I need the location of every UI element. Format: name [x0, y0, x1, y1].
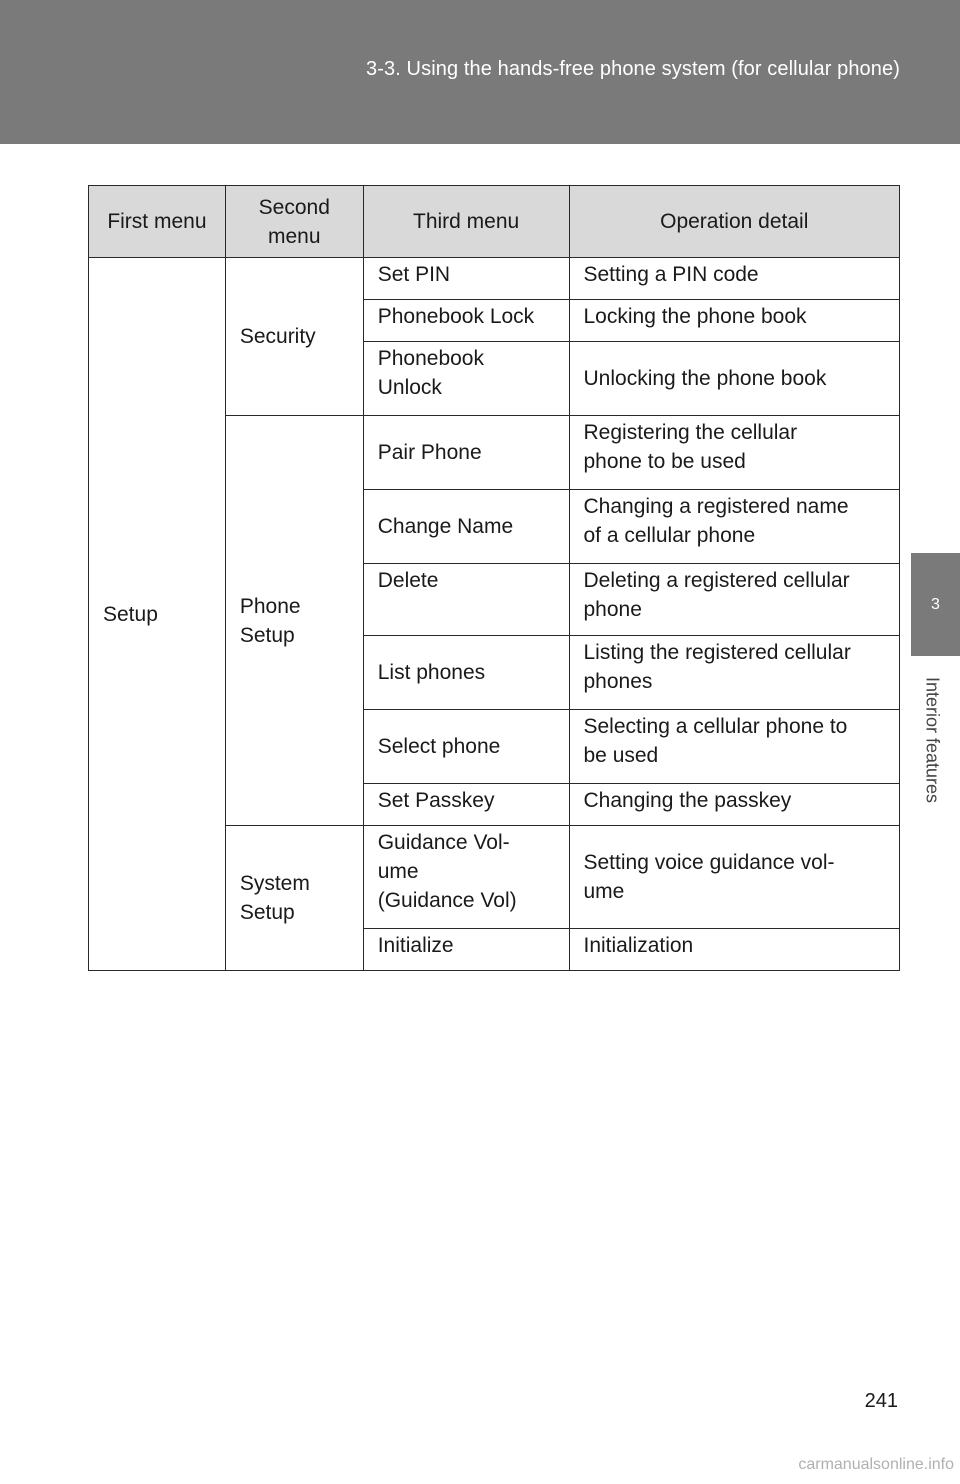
third-menu-cell: Pair Phone — [363, 416, 569, 490]
second-menu-security: Security — [225, 258, 363, 416]
operation-detail-cell: Selecting a cellular phone to be used — [569, 710, 900, 784]
header-first-menu: First menu — [89, 186, 226, 258]
operation-detail-cell: Changing the passkey — [569, 784, 900, 826]
third-menu-cell: Set PIN — [363, 258, 569, 300]
page-number: 241 — [864, 1390, 898, 1412]
section-title: 3-3. Using the hands-free phone system (for cellular phone) — [366, 58, 900, 80]
watermark: carmanualsonline.info — [798, 1456, 954, 1473]
third-menu-cell: Phonebook Unlock — [363, 342, 569, 416]
operation-detail-cell: Changing a registered name of a cellular phone — [569, 490, 900, 564]
third-menu-cell: Change Name — [363, 490, 569, 564]
operation-detail-cell: Deleting a registered cellular phone — [569, 564, 900, 636]
operation-detail-cell: Listing the registered cellular phones — [569, 636, 900, 710]
third-menu-cell: Set Passkey — [363, 784, 569, 826]
third-menu-cell: Phonebook Lock — [363, 300, 569, 342]
operation-detail-cell: Locking the phone book — [569, 300, 900, 342]
table-row — [89, 258, 900, 300]
chapter-number: 3 — [931, 595, 940, 613]
third-menu-cell: Initialize — [363, 929, 569, 971]
header-second-menu: Second menu — [225, 186, 363, 258]
chapter-tab — [911, 553, 960, 656]
second-menu-system-setup: System Setup — [225, 826, 363, 971]
table-header-row — [89, 186, 900, 258]
second-menu-phone-setup: Phone Setup — [225, 416, 363, 826]
operation-detail-cell: Setting a PIN code — [569, 258, 900, 300]
first-menu-cell: Setup — [89, 258, 226, 971]
third-menu-cell: Delete — [363, 564, 569, 636]
header-operation-detail: Operation detail — [569, 186, 900, 258]
menu-table — [88, 185, 900, 971]
chapter-label: Interior features — [922, 676, 943, 804]
header-third-menu: Third menu — [363, 186, 569, 258]
third-menu-cell: Guidance Vol- ume (Guidance Vol) — [363, 826, 569, 929]
operation-detail-cell: Registering the cellular phone to be used — [569, 416, 900, 490]
operation-detail-cell: Unlocking the phone book — [569, 342, 900, 416]
third-menu-cell: List phones — [363, 636, 569, 710]
header-band — [0, 0, 960, 144]
operation-detail-cell: Initialization — [569, 929, 900, 971]
operation-detail-cell: Setting voice guidance vol- ume — [569, 826, 900, 929]
third-menu-cell: Select phone — [363, 710, 569, 784]
